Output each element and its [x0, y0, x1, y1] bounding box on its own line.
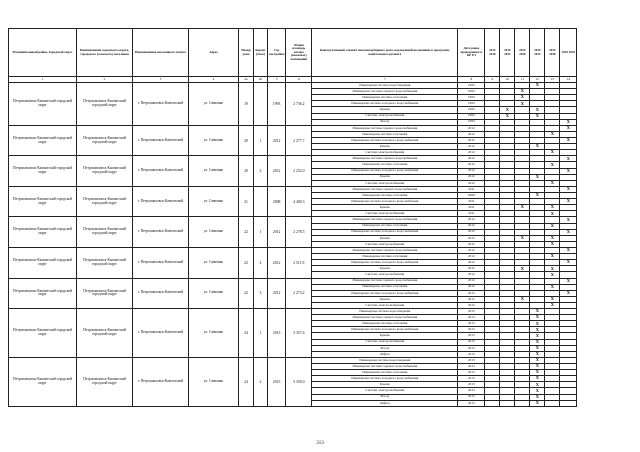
date-cell: 2011 — [458, 199, 485, 205]
element-cell: Инженерная система горячего водоснабжения — [312, 278, 458, 284]
settlement-cell: Петропавловск-Камчатский городской округ — [77, 156, 133, 187]
element-cell: Инженерная система водоотведения — [312, 83, 458, 89]
date-cell: 2013 — [458, 339, 485, 345]
header-settlement: Наименование городского округа, городского (сельского) поселения — [77, 29, 133, 77]
element-cell: Система электроснабжения — [312, 339, 458, 345]
element-cell: Фасад — [312, 119, 458, 125]
date-cell: 2012 — [458, 156, 485, 162]
element-cell: Лифты — [312, 400, 458, 406]
year-built-cell: 2012 — [268, 247, 286, 278]
korpus-cell — [254, 83, 268, 126]
period-mark-cell: X — [515, 266, 530, 272]
element-cell: Инженерная система горячего водоснабжения — [312, 217, 458, 223]
municipality-cell: Петропавловск-Камчатский городской округ — [9, 309, 77, 358]
address-cell: ул. Савченко — [189, 247, 239, 278]
korpus-cell: 1 — [254, 309, 268, 358]
period-mark-cell: X — [545, 211, 560, 217]
period-mark-cell: X — [515, 95, 530, 101]
date-cell: 2012 — [458, 284, 485, 290]
date-cell: 2013 — [458, 382, 485, 388]
period-mark-cell: X — [530, 357, 545, 363]
building-number-cell: 24 — [239, 309, 254, 358]
column-number: 4а — [239, 77, 254, 83]
date-cell: 2012 — [458, 296, 485, 302]
date-cell: 2012 — [458, 144, 485, 150]
settlement-cell: Петропавловск-Камчатский городской округ — [77, 186, 133, 217]
locality-cell: г. Петропавловск-Камчатский — [133, 125, 189, 156]
header-period: 2039 2043 — [560, 29, 577, 77]
element-cell: Инженерная система отопления — [312, 95, 458, 101]
date-cell: 2008 — [458, 192, 485, 198]
date-cell: 2013 — [458, 333, 485, 339]
period-mark-cell: X — [530, 400, 545, 406]
municipality-cell: Петропавловск-Камчатский городской округ — [9, 83, 77, 126]
header-korpus: Корпус (блок) — [254, 29, 268, 77]
repair-program-table — [8, 28, 577, 407]
building-number-cell: 20 — [239, 125, 254, 156]
municipality-cell: Петропавловск-Камчатский городской округ — [9, 247, 77, 278]
column-number: 12 — [530, 77, 545, 83]
period-mark-cell: X — [560, 229, 577, 235]
period-mark-cell: X — [515, 89, 530, 95]
element-cell: Крыша — [312, 333, 458, 339]
address-cell: ул. Савченко — [189, 125, 239, 156]
period-mark-cell: X — [530, 321, 545, 327]
period-mark-cell — [485, 400, 500, 406]
period-mark-cell: X — [545, 302, 560, 308]
year-built-cell: 2012 — [268, 278, 286, 309]
address-cell: ул. Савченко — [189, 278, 239, 309]
element-cell: Крыша — [312, 382, 458, 388]
date-cell: 2013 — [458, 357, 485, 363]
period-mark-cell — [500, 400, 515, 406]
municipality-cell: Петропавловск-Камчатский городской округ — [9, 357, 77, 406]
column-number: 2 — [77, 77, 133, 83]
date-cell: 2012 — [458, 247, 485, 253]
column-number: 11 — [515, 77, 530, 83]
locality-cell: г. Петропавловск-Камчатский — [133, 247, 189, 278]
date-cell: 2012 — [458, 125, 485, 131]
period-mark-cell: X — [530, 388, 545, 394]
locality-cell: г. Петропавловск-Камчатский — [133, 186, 189, 217]
column-number: 14 — [560, 77, 577, 83]
period-mark-cell: X — [530, 370, 545, 376]
period-mark-cell: X — [515, 235, 530, 241]
date-cell: 1993 — [458, 107, 485, 113]
date-cell: 2013 — [458, 400, 485, 406]
header-building-no: Номер дома — [239, 29, 254, 77]
address-cell: ул. Савченко — [189, 309, 239, 358]
period-mark-cell: X — [515, 296, 530, 302]
locality-cell: г. Петропавловск-Камчатский — [133, 83, 189, 126]
total-area-cell: 2 736,2 — [286, 83, 312, 126]
element-cell: Инженерная система горячего водоснабжения — [312, 247, 458, 253]
settlement-cell: Петропавловск-Камчатский городской округ — [77, 278, 133, 309]
period-mark-cell: X — [500, 107, 515, 113]
period-mark-cell: X — [530, 192, 545, 198]
header-municipality: Муниципальный район, Городской округ — [9, 29, 77, 77]
total-area-cell: 2 277,7 — [286, 125, 312, 156]
period-mark-cell: X — [530, 83, 545, 89]
date-cell: 2013 — [458, 364, 485, 370]
element-cell: Инженерная система отопления — [312, 131, 458, 137]
element-cell: Инженерная система отопления — [312, 162, 458, 168]
building-number-cell: 24 — [239, 357, 254, 406]
date-cell: 2012 — [458, 229, 485, 235]
total-area-cell: 2 252,0 — [286, 156, 312, 187]
element-cell: Инженерная система холодного водоснабжения — [312, 101, 458, 107]
column-number: 5 — [268, 77, 286, 83]
municipality-cell: Петропавловск-Камчатский городской округ — [9, 217, 77, 248]
header-period: 2019 2023 — [500, 29, 515, 77]
period-mark-cell: X — [530, 113, 545, 119]
total-area-cell: 2 273,2 — [286, 278, 312, 309]
element-cell: Инженерная система отопления — [312, 223, 458, 229]
korpus-cell: 1 — [254, 217, 268, 248]
settlement-cell: Петропавловск-Камчатский городской округ — [77, 247, 133, 278]
locality-cell: г. Петропавловск-Камчатский — [133, 309, 189, 358]
period-mark-cell: X — [560, 186, 577, 192]
period-mark-cell: X — [530, 382, 545, 388]
date-cell: 2012 — [458, 150, 485, 156]
period-mark-cell: X — [545, 180, 560, 186]
date-cell: 2013 — [458, 388, 485, 394]
korpus-cell: 2 — [254, 247, 268, 278]
period-mark-cell: X — [545, 296, 560, 302]
locality-cell: г. Петропавловск-Камчатский — [133, 156, 189, 187]
locality-cell: г. Петропавловск-Камчатский — [133, 357, 189, 406]
date-cell: 2012 — [458, 302, 485, 308]
element-cell: Крыша — [312, 205, 458, 211]
header-date-included: Дата ранее проведенных в КР ЕЗ — [458, 29, 485, 77]
element-cell: Крыша — [312, 296, 458, 302]
period-mark-cell: X — [560, 137, 577, 143]
element-cell: Система электроснабжения — [312, 211, 458, 217]
element-cell: Инженерная система холодного водоснабжения — [312, 137, 458, 143]
element-cell: Инженерная система отопления — [312, 284, 458, 290]
period-mark-cell: X — [560, 156, 577, 162]
element-cell: Инженерная система холодного водоснабжения — [312, 199, 458, 205]
period-mark-cell: X — [545, 241, 560, 247]
period-mark-cell: X — [530, 315, 545, 321]
date-cell: 2012 — [458, 241, 485, 247]
element-cell: Крыша — [312, 266, 458, 272]
date-cell: 2012 — [458, 180, 485, 186]
period-mark-cell: X — [545, 162, 560, 168]
period-mark-cell: X — [530, 351, 545, 357]
settlement-cell: Петропавловск-Камчатский городской округ — [77, 217, 133, 248]
header-year-built: Год постройки — [268, 29, 286, 77]
date-cell: 2012 — [458, 254, 485, 260]
period-mark-cell: X — [530, 327, 545, 333]
element-cell: Фасад — [312, 394, 458, 400]
building-number-cell: 22 — [239, 217, 254, 248]
period-mark-cell: X — [560, 119, 577, 125]
date-cell: 1993 — [458, 89, 485, 95]
header-period: 2014 2018 — [485, 29, 500, 77]
element-cell: Лифты — [312, 351, 458, 357]
header-period: 2029 2033 — [530, 29, 545, 77]
period-mark-cell — [545, 400, 560, 406]
korpus-cell — [254, 186, 268, 217]
municipality-cell: Петропавловск-Камчатский городской округ — [9, 156, 77, 187]
municipality-cell: Петропавловск-Камчатский городской округ — [9, 186, 77, 217]
period-mark-cell: X — [545, 235, 560, 241]
element-cell: Крыша — [312, 107, 458, 113]
period-mark-cell: X — [545, 223, 560, 229]
year-built-cell: 2012 — [268, 156, 286, 187]
settlement-cell: Петропавловск-Камчатский городской округ — [77, 125, 133, 156]
building-number-cell: 20 — [239, 156, 254, 187]
date-cell: 2012 — [458, 162, 485, 168]
municipality-cell: Петропавловск-Камчатский городской округ — [9, 278, 77, 309]
date-cell: 2013 — [458, 315, 485, 321]
header-period: 2024 2028 — [515, 29, 530, 77]
date-cell: 2012 — [458, 278, 485, 284]
period-mark-cell: X — [530, 333, 545, 339]
date-cell: 2012 — [458, 235, 485, 241]
period-mark-cell: X — [530, 394, 545, 400]
date-cell: 2011 — [458, 211, 485, 217]
period-mark-cell: X — [530, 339, 545, 345]
element-cell: Инженерная система горячего водоснабжения — [312, 364, 458, 370]
period-mark-cell: X — [530, 309, 545, 315]
page-number: 313 — [316, 441, 324, 446]
element-cell: Крыша — [312, 174, 458, 180]
korpus-cell: 1 — [254, 125, 268, 156]
period-mark-cell: X — [530, 144, 545, 150]
period-mark-cell: X — [530, 364, 545, 370]
element-cell: Инженерная система горячего водоснабжения — [312, 89, 458, 95]
date-cell: 2012 — [458, 272, 485, 278]
element-cell: Инженерная система холодного водоснабжения — [312, 229, 458, 235]
element-cell: Инженерная система отопления — [312, 254, 458, 260]
date-cell: 2011 — [458, 186, 485, 192]
element-cell: Система электроснабжения — [312, 241, 458, 247]
period-mark-cell: X — [545, 266, 560, 272]
date-cell: 1993 — [458, 113, 485, 119]
period-mark-cell — [515, 400, 530, 406]
year-built-cell: 2012 — [268, 125, 286, 156]
period-mark-cell: X — [560, 260, 577, 266]
date-cell: 2013 — [458, 351, 485, 357]
period-mark-cell: X — [545, 131, 560, 137]
date-cell: 2013 — [458, 345, 485, 351]
address-cell: ул. Савченко — [189, 357, 239, 406]
period-mark-cell: X — [515, 205, 530, 211]
period-mark-cell: X — [545, 284, 560, 290]
column-number: 4 — [189, 77, 239, 83]
element-cell: Система электроснабжения — [312, 388, 458, 394]
period-mark-cell: X — [560, 125, 577, 131]
element-cell: Инженерная система холодного водоснабжения — [312, 290, 458, 296]
total-area-cell: 3 350,0 — [286, 357, 312, 406]
element-cell: Инженерная система водоотведения — [312, 309, 458, 315]
period-mark-cell: X — [530, 376, 545, 382]
element-cell: Инженерная система отопления — [312, 321, 458, 327]
locality-cell: г. Петропавловск-Камчатский — [133, 278, 189, 309]
address-cell: ул. Савченко — [189, 156, 239, 187]
date-cell: 2012 — [458, 217, 485, 223]
header-element: Конструктивный элемент многоквартирного дома, подлежащий включению в программу капитального ремонта — [312, 29, 458, 77]
column-number: 1 — [9, 77, 77, 83]
element-cell: Инженерная система холодного водоснабжения — [312, 327, 458, 333]
date-cell: 2013 — [458, 327, 485, 333]
element-cell: Инженерная система холодного водоснабжения — [312, 376, 458, 382]
date-cell: 2013 — [458, 370, 485, 376]
total-area-cell: 4 400,3 — [286, 186, 312, 217]
column-number: 9 — [485, 77, 500, 83]
period-mark-cell: X — [560, 290, 577, 296]
total-area-cell: 2 511,9 — [286, 247, 312, 278]
element-cell: Инженерная система горячего водоснабжения — [312, 125, 458, 131]
address-cell: ул. Савченко — [189, 217, 239, 248]
address-cell: ул. Савченко — [189, 83, 239, 126]
date-cell: 2012 — [458, 223, 485, 229]
date-cell: 2013 — [458, 376, 485, 382]
header-address: Адрес — [189, 29, 239, 77]
building-number-cell: 22 — [239, 247, 254, 278]
column-number: 10 — [500, 77, 515, 83]
period-mark-cell: X — [530, 345, 545, 351]
year-built-cell: 2008 — [268, 186, 286, 217]
date-cell: 2012 — [458, 290, 485, 296]
element-cell: Система электроснабжения — [312, 272, 458, 278]
period-mark-cell — [560, 400, 577, 406]
period-mark-cell: X — [560, 247, 577, 253]
date-cell: 2012 — [458, 131, 485, 137]
period-mark-cell: X — [500, 113, 515, 119]
korpus-cell: 3 — [254, 278, 268, 309]
total-area-cell: 3 357,6 — [286, 309, 312, 358]
settlement-cell: Петропавловск-Камчатский городской округ — [77, 309, 133, 358]
date-cell: 2012 — [458, 168, 485, 174]
period-mark-cell: X — [560, 278, 577, 284]
column-number: 8 — [458, 77, 485, 83]
period-mark-cell: X — [545, 150, 560, 156]
period-mark-cell: X — [545, 205, 560, 211]
element-cell: Крыша — [312, 235, 458, 241]
element-cell: Инженерная система горячего водоснабжения — [312, 186, 458, 192]
date-cell: 2013 — [458, 394, 485, 400]
year-built-cell: 2013 — [268, 309, 286, 358]
element-cell: Инженерная система отопления — [312, 370, 458, 376]
column-number: 7 — [312, 77, 458, 83]
column-number: 13 — [545, 77, 560, 83]
year-built-cell: 1993 — [268, 83, 286, 126]
locality-cell: г. Петропавловск-Камчатский — [133, 217, 189, 248]
element-cell: Инженерная система холодного водоснабжения — [312, 168, 458, 174]
date-cell: 2012 — [458, 260, 485, 266]
date-cell: 1993 — [458, 101, 485, 107]
element-cell: Инженерная система отопления — [312, 192, 458, 198]
total-area-cell: 2 278,5 — [286, 217, 312, 248]
building-number-cell: 22 — [239, 278, 254, 309]
date-cell: 1993 — [458, 119, 485, 125]
header-period: 2034 2038 — [545, 29, 560, 77]
period-mark-cell: X — [545, 254, 560, 260]
element-cell: Система электроснабжения — [312, 113, 458, 119]
period-mark-cell: X — [530, 174, 545, 180]
column-number: 6 — [286, 77, 312, 83]
year-built-cell: 2012 — [268, 217, 286, 248]
date-cell: 2011 — [458, 205, 485, 211]
date-cell: 2013 — [458, 309, 485, 315]
header-total-area: Общая площадь жилых (нежилых) помещений — [286, 29, 312, 77]
element-cell: Фасад — [312, 345, 458, 351]
date-cell: 2013 — [458, 321, 485, 327]
element-cell: Система электроснабжения — [312, 180, 458, 186]
column-number: 4б — [254, 77, 268, 83]
element-cell: Система электроснабжения — [312, 150, 458, 156]
date-cell: 2012 — [458, 137, 485, 143]
building-number-cell: 19 — [239, 83, 254, 126]
year-built-cell: 2013 — [268, 357, 286, 406]
element-cell: Крыша — [312, 144, 458, 150]
date-cell: 1993 — [458, 83, 485, 89]
address-cell: ул. Савченко — [189, 186, 239, 217]
settlement-cell: Петропавловск-Камчатский городской округ — [77, 357, 133, 406]
building-number-cell: 21 — [239, 186, 254, 217]
element-cell: Инженерная система горячего водоснабжения — [312, 315, 458, 321]
column-number: 3 — [133, 77, 189, 83]
korpus-cell: 2 — [254, 156, 268, 187]
period-mark-cell: X — [560, 217, 577, 223]
header-row — [9, 29, 577, 77]
date-cell: 2012 — [458, 174, 485, 180]
period-mark-cell: X — [560, 199, 577, 205]
settlement-cell: Петропавловск-Камчатский городской округ — [77, 83, 133, 126]
element-cell: Инженерная система горячего водоснабжения — [312, 156, 458, 162]
period-mark-cell: X — [560, 168, 577, 174]
element-cell: Инженерная система холодного водоснабжения — [312, 260, 458, 266]
element-cell: Система электроснабжения — [312, 302, 458, 308]
element-cell: Инженерная система водоотведения — [312, 357, 458, 363]
date-cell: 2012 — [458, 266, 485, 272]
period-mark-cell: X — [515, 101, 530, 107]
date-cell: 1993 — [458, 95, 485, 101]
header-locality: Наименование населенного пункта — [133, 29, 189, 77]
korpus-cell: 2 — [254, 357, 268, 406]
period-mark-cell: X — [545, 272, 560, 278]
municipality-cell: Петропавловск-Камчатский городской округ — [9, 125, 77, 156]
period-mark-cell: X — [530, 107, 545, 113]
